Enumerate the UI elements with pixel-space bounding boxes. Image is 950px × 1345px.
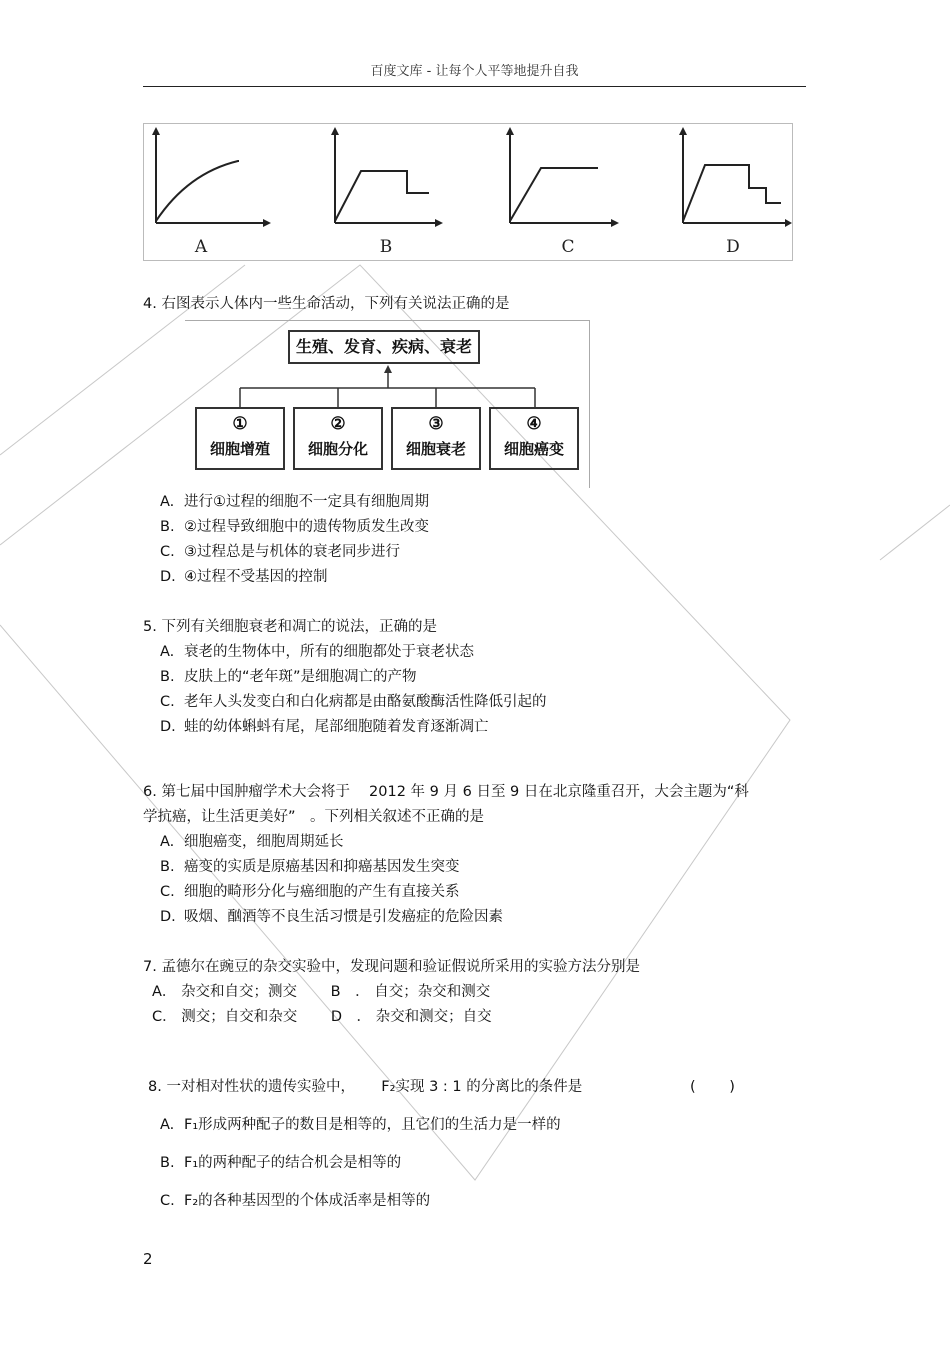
q7-stem: 7. 孟德尔在豌豆的杂交实验中，发现问题和验证假说所采用的实验方法分别是 (143, 959, 640, 975)
graph-label-d: D (726, 237, 740, 257)
q7-options-row2: C． 测交；自交和杂交 D ． 杂交和测交；自交 (152, 1009, 492, 1025)
q5-option-a: A. 衰老的生物体中，所有的细胞都处于衰老状态 (160, 644, 474, 660)
q5-option-d: D. 蛙的幼体蝌蚪有尾，尾部细胞随着发育逐渐凋亡 (160, 719, 489, 735)
q4-option-d: D. ④过程不受基因的控制 (160, 569, 328, 585)
q8-answer-blank: ( ) (690, 1079, 735, 1095)
q8-stem: 8. 一对相对性状的遗传实验中， F₂实现 3 : 1 的分离比的条件是 (148, 1079, 583, 1095)
q4-option-a: A. 进行①过程的细胞不一定具有细胞周期 (160, 494, 429, 510)
q6-option-a: A. 细胞癌变，细胞周期延长 (160, 834, 344, 850)
q8-option-b: B. F₁的两种配子的结合机会是相等的 (160, 1155, 402, 1171)
q8-option-a: A. F₁形成两种配子的数目是相等的，且它们的生活力是一样的 (160, 1117, 561, 1133)
page-header: 百度文库 - 让每个人平等地提升自我 (143, 62, 806, 87)
graph-c (510, 135, 611, 223)
q5-option-b: B. 皮肤上的“老年斑”是细胞凋亡的产物 (160, 669, 417, 685)
diagram-box-2: ② 细胞分化 (293, 407, 383, 470)
q4-option-b: B. ②过程导致细胞中的遗传物质发生改变 (160, 519, 429, 535)
graph-d (683, 135, 785, 223)
q6-option-c: C. 细胞的畸形分化与癌细胞的产生有直接关系 (160, 884, 460, 900)
q4-stem: 4. 右图表示人体内一些生命活动，下列有关说法正确的是 (143, 296, 510, 312)
diagram-box-4: ④ 细胞癌变 (489, 407, 579, 470)
q6-stem-line1: 6. 第七届中国肿瘤学术大会将于 2012 年 9 月 6 日至 9 日在北京隆重召开，大会主题为“科 (143, 784, 749, 800)
graph-label-a: A (194, 237, 208, 257)
diagram-top-box: 生殖、发育、疾病、衰老 (288, 330, 480, 364)
page-number: 2 (143, 1250, 153, 1268)
graph-label-b: B (379, 237, 393, 257)
diagram-box-1: ① 细胞增殖 (195, 407, 285, 470)
graph-options (143, 123, 793, 261)
q6-stem-line2: 学抗癌，让生活更美好” 。下列相关叙述不正确的是 (143, 809, 485, 825)
q5-stem: 5. 下列有关细胞衰老和凋亡的说法，正确的是 (143, 619, 437, 635)
q7-options-row1: A． 杂交和自交；测交 B ． 自交；杂交和测交 (152, 984, 491, 1000)
q8-option-c: C. F₂的各种基因型的个体成活率是相等的 (160, 1193, 431, 1209)
graph-a (156, 135, 263, 223)
q6-option-b: B. 癌变的实质是原癌基因和抑癌基因发生突变 (160, 859, 460, 875)
q5-option-c: C. 老年人头发变白和白化病都是由酪氨酸酶活性降低引起的 (160, 694, 547, 710)
graph-label-c: C (561, 237, 575, 257)
diagram-box-3: ③ 细胞衰老 (391, 407, 481, 470)
q4-option-c: C. ③过程总是与机体的衰老同步进行 (160, 544, 400, 560)
q6-option-d: D. 吸烟、酗酒等不良生活习惯是引发癌症的危险因素 (160, 909, 503, 925)
graph-b (335, 135, 435, 223)
q4-diagram (185, 320, 590, 488)
